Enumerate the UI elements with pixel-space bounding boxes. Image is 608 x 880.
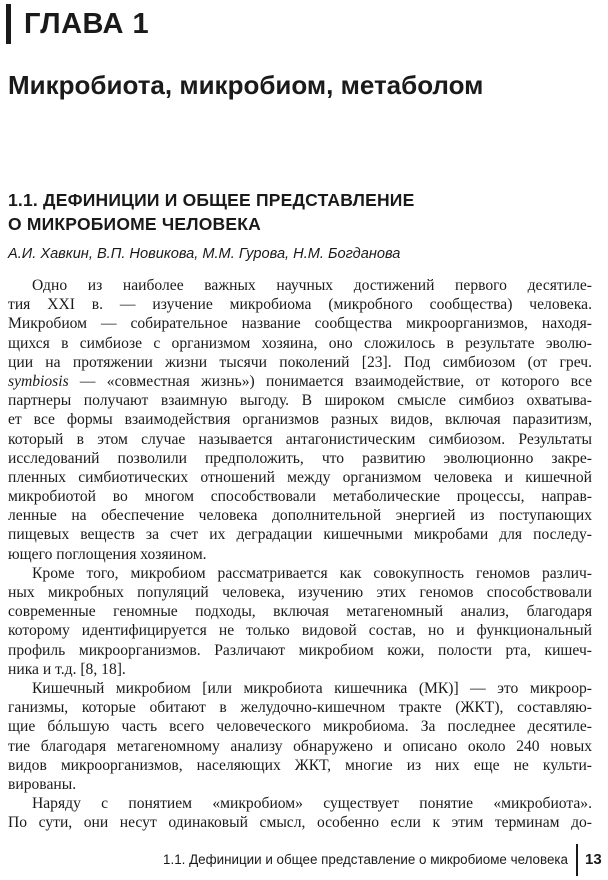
- body-line: тие благодаря метагеномному анализу обнаружено и описано около 240 новых: [8, 737, 592, 755]
- body-line: ции на протяжении жизни тысячи поколений [23]. Под симбиозом (от греч.: [8, 353, 592, 371]
- chapter-title: Микробиота, микробиом, метаболом: [8, 70, 484, 100]
- body-line: ленные на обеспечение человека дополнительной энергией из поступающих: [8, 507, 592, 525]
- body-line: Кишечный микробиом [или микробиота кишечника (МК)] — это микроор-: [32, 679, 592, 697]
- body-line: вированы.: [8, 775, 77, 793]
- body-line: ных микробных популяций человека, изучению этих геномов способствовали: [8, 584, 592, 601]
- body-line: Микробиом — собирательное название сообщества микроорганизмов, находя-: [8, 315, 592, 333]
- body-line: щихся в симбиозе с организмом хозяина, оно сложилось в результате эволю-: [8, 334, 592, 352]
- body-line: ет все формы взаимодействия организмов разных видов, включая паразитизм,: [8, 411, 592, 429]
- body-line: видов микроорганизмов, населяющих ЖКТ, многие из них еще не культи-: [8, 756, 592, 774]
- body-line: профиль микроорганизмов. Различают микробиом кожи, полости рта, кишеч-: [8, 641, 592, 659]
- body-line: исследований позволили предположить, что развитию эволюционно закре-: [8, 449, 592, 467]
- chapter-marker-bar: [6, 4, 11, 44]
- body-line: ющего поглощения хозяином.: [8, 545, 207, 563]
- body-line: партнеры получают взаимную выгоду. В широком смысле симбиоз охватыва-: [8, 392, 592, 410]
- body-line: современные геномные подходы, включая метагеномный анализ, благодаря: [8, 603, 592, 621]
- chapter-label: ГЛАВА 1: [24, 8, 150, 40]
- body-line: тия XXI в. — изучение микробиома (микробного сообщества) человека.: [8, 296, 592, 314]
- body-line: По сути, они несут одинаковый смысл, особенно если к этим терминам до-: [8, 814, 592, 832]
- body-line: микробиотой во многом способствовали метаболические процессы, направ-: [8, 488, 592, 506]
- running-footer-title: 1.1. Дефиниции и общее представление о микробиоме человека: [163, 852, 568, 867]
- body-line: щие бóльшую часть всего человеческого микробиома. За последнее десятиле-: [8, 718, 592, 736]
- body-text: [8, 276, 592, 832]
- body-line: Одно из наиболее важных научных достижений первого десятиле-: [32, 277, 592, 294]
- body-line: Кроме того, микробиом рассматривается как совокупность геномов различ-: [32, 564, 592, 582]
- body-line: Наряду с понятием «микробиом» существует понятие «микробиота».: [32, 795, 592, 813]
- body-line: ника и т.д. [8, 18].: [8, 660, 126, 678]
- section-heading-line: 1.1. ДЕФИНИЦИИ И ОБЩЕЕ ПРЕДСТАВЛЕНИЕ: [8, 190, 415, 210]
- body-line: пищевых веществ за счет их деградации кишечными микробами для последу-: [8, 526, 592, 544]
- footer-divider: [576, 844, 578, 876]
- body-line: ганизмы, которые обитают в желудочно-кишечном тракте (ЖКТ), составляю-: [8, 699, 592, 717]
- page-number: 13: [585, 851, 602, 868]
- section-heading: [8, 188, 488, 236]
- body-line: symbiosis — «совместная жизнь») понимается взаимодействие, от которого все: [8, 372, 592, 390]
- body-line: которому идентифицируется не только видовой состав, но и функциональный: [8, 622, 592, 640]
- body-line: пленных симбиотических отношений между организмом человека и кишечной: [8, 468, 592, 486]
- section-heading-line: О МИКРОБИОМЕ ЧЕЛОВЕКА: [8, 214, 261, 234]
- body-line: который в этом случае называется антагонистическим симбиозом. Результаты: [8, 430, 592, 448]
- section-authors: А.И. Хавкин, В.П. Новикова, М.М. Гурова, Н.М. Богданова: [8, 246, 401, 262]
